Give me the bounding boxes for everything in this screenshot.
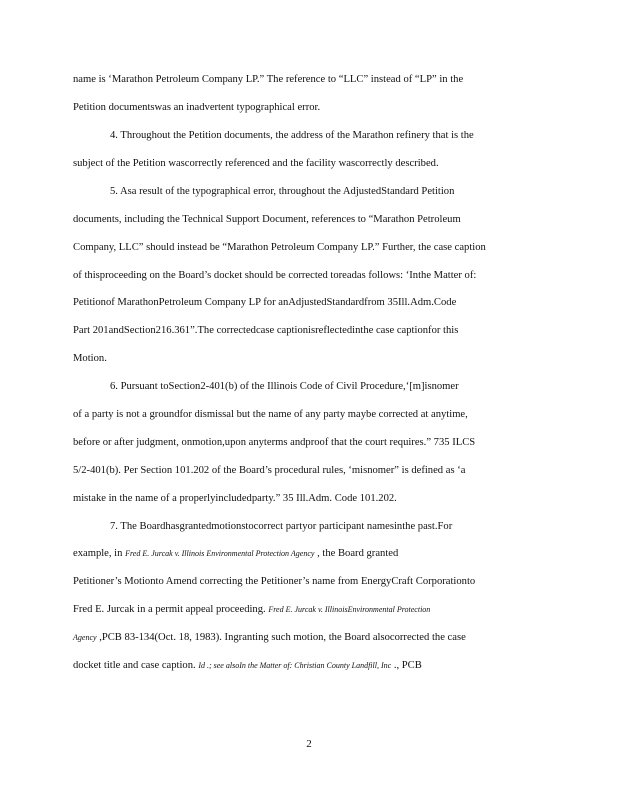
text-segment: 5. Asa result of the typographical error, throughout the AdjustedStandard Petition: [110, 186, 455, 197]
text-segment: Part 201andSection216.361”.The correctedcase captionisreflectedinthe case captionfor this: [73, 325, 459, 336]
text-segment: Petitionof MarathonPetroleum Company LP for anAdjustedStandardfrom 35Ill.Adm.Code: [73, 297, 457, 308]
text-line: [73, 603, 523, 617]
case-citation: Fred E. Jurcak v. Illinois Environmental Protection Agency: [125, 549, 315, 558]
text-line: [73, 213, 523, 227]
page-number: 2: [306, 738, 312, 750]
case-citation: Agency: [73, 633, 97, 642]
text-segment: 6. Pursuant toSection2-401(b) of the Illinois Code of Civil Procedure,‘[m]isnomer: [110, 381, 459, 392]
text-segment: , the Board granted: [314, 548, 399, 559]
text-segment: Fred E. Jurcak in a permit appeal proceeding.: [73, 604, 269, 615]
case-citation: Fred E. Jurcak v. IllinoisEnvironmental Protection: [268, 605, 431, 614]
text-segment: mistake in the name of a properlyincludedparty.” 35 Ill.Adm. Code 101.202.: [73, 493, 397, 504]
text-segment: documents, including the Technical Support Document, references to “Marathon Petroleum: [73, 214, 461, 225]
text-line: [73, 157, 523, 171]
paragraph-first-line: [110, 129, 523, 143]
paragraph-first-line: [110, 380, 523, 394]
text-segment: 4. Throughout the Petition documents, the address of the Marathon refinery that is the: [110, 130, 474, 141]
text-line: [73, 492, 523, 506]
text-segment: 5/2-401(b). Per Section 101.202 of the Board’s procedural rules, ‘misnomer” is defined as ‘a: [73, 465, 466, 476]
text-line: [73, 436, 523, 450]
text-line: [73, 324, 523, 338]
case-citation: Id .; see alsoIn the Matter of: Christian County Landfill, Inc: [198, 661, 392, 670]
text-line: [73, 296, 523, 310]
text-line: [73, 73, 523, 87]
text-segment: subject of the Petition wascorrectly referenced and the facility wascorrectly described.: [73, 158, 439, 169]
text-segment: name is ‘Marathon Petroleum Company LP.” The reference to “LLC” instead of “LP” in the: [73, 74, 464, 85]
text-segment: Motion.: [73, 353, 107, 364]
text-line: [73, 241, 523, 255]
text-line: [73, 408, 523, 422]
text-segment: example, in: [73, 548, 126, 559]
text-segment: ,PCB 83-134(Oct. 18, 1983). Ingranting such motion, the Board alsocorrected the case: [96, 632, 466, 643]
text-segment: docket title and case caption.: [73, 660, 199, 671]
text-segment: before or after judgment, onmotion,upon anyterms andproof that the court requires.” 735 ILCS: [73, 437, 476, 448]
text-segment: ., PCB: [391, 660, 422, 671]
text-line: [73, 352, 523, 366]
text-segment: of a party is not a groundfor dismissal but the name of any party maybe corrected at anytime,: [73, 409, 468, 420]
text-line: [73, 101, 523, 115]
text-line: [73, 547, 523, 561]
text-segment: of thisproceeding on the Board’s docket should be corrected toreadas follows: ‘Inthe Matter of:: [73, 270, 477, 281]
text-line: [73, 659, 523, 673]
text-line: [73, 575, 523, 589]
paragraph-first-line: [110, 520, 523, 534]
text-segment: Petitioner’s Motionto Amend correcting the Petitioner’s name from EnergyCraft Corporationto: [73, 576, 476, 587]
text-segment: Petition documentswas an inadvertent typographical error.: [73, 102, 321, 113]
text-segment: Company, LLC” should instead be “Marathon Petroleum Company LP.” Further, the case caption: [73, 242, 486, 253]
text-segment: 7. The Boardhasgrantedmotionstocorrect partyor participant namesinthe past.For: [110, 521, 453, 532]
paragraph-first-line: [110, 185, 523, 199]
text-line: [73, 631, 523, 645]
text-line: [73, 464, 523, 478]
text-line: [73, 269, 523, 283]
